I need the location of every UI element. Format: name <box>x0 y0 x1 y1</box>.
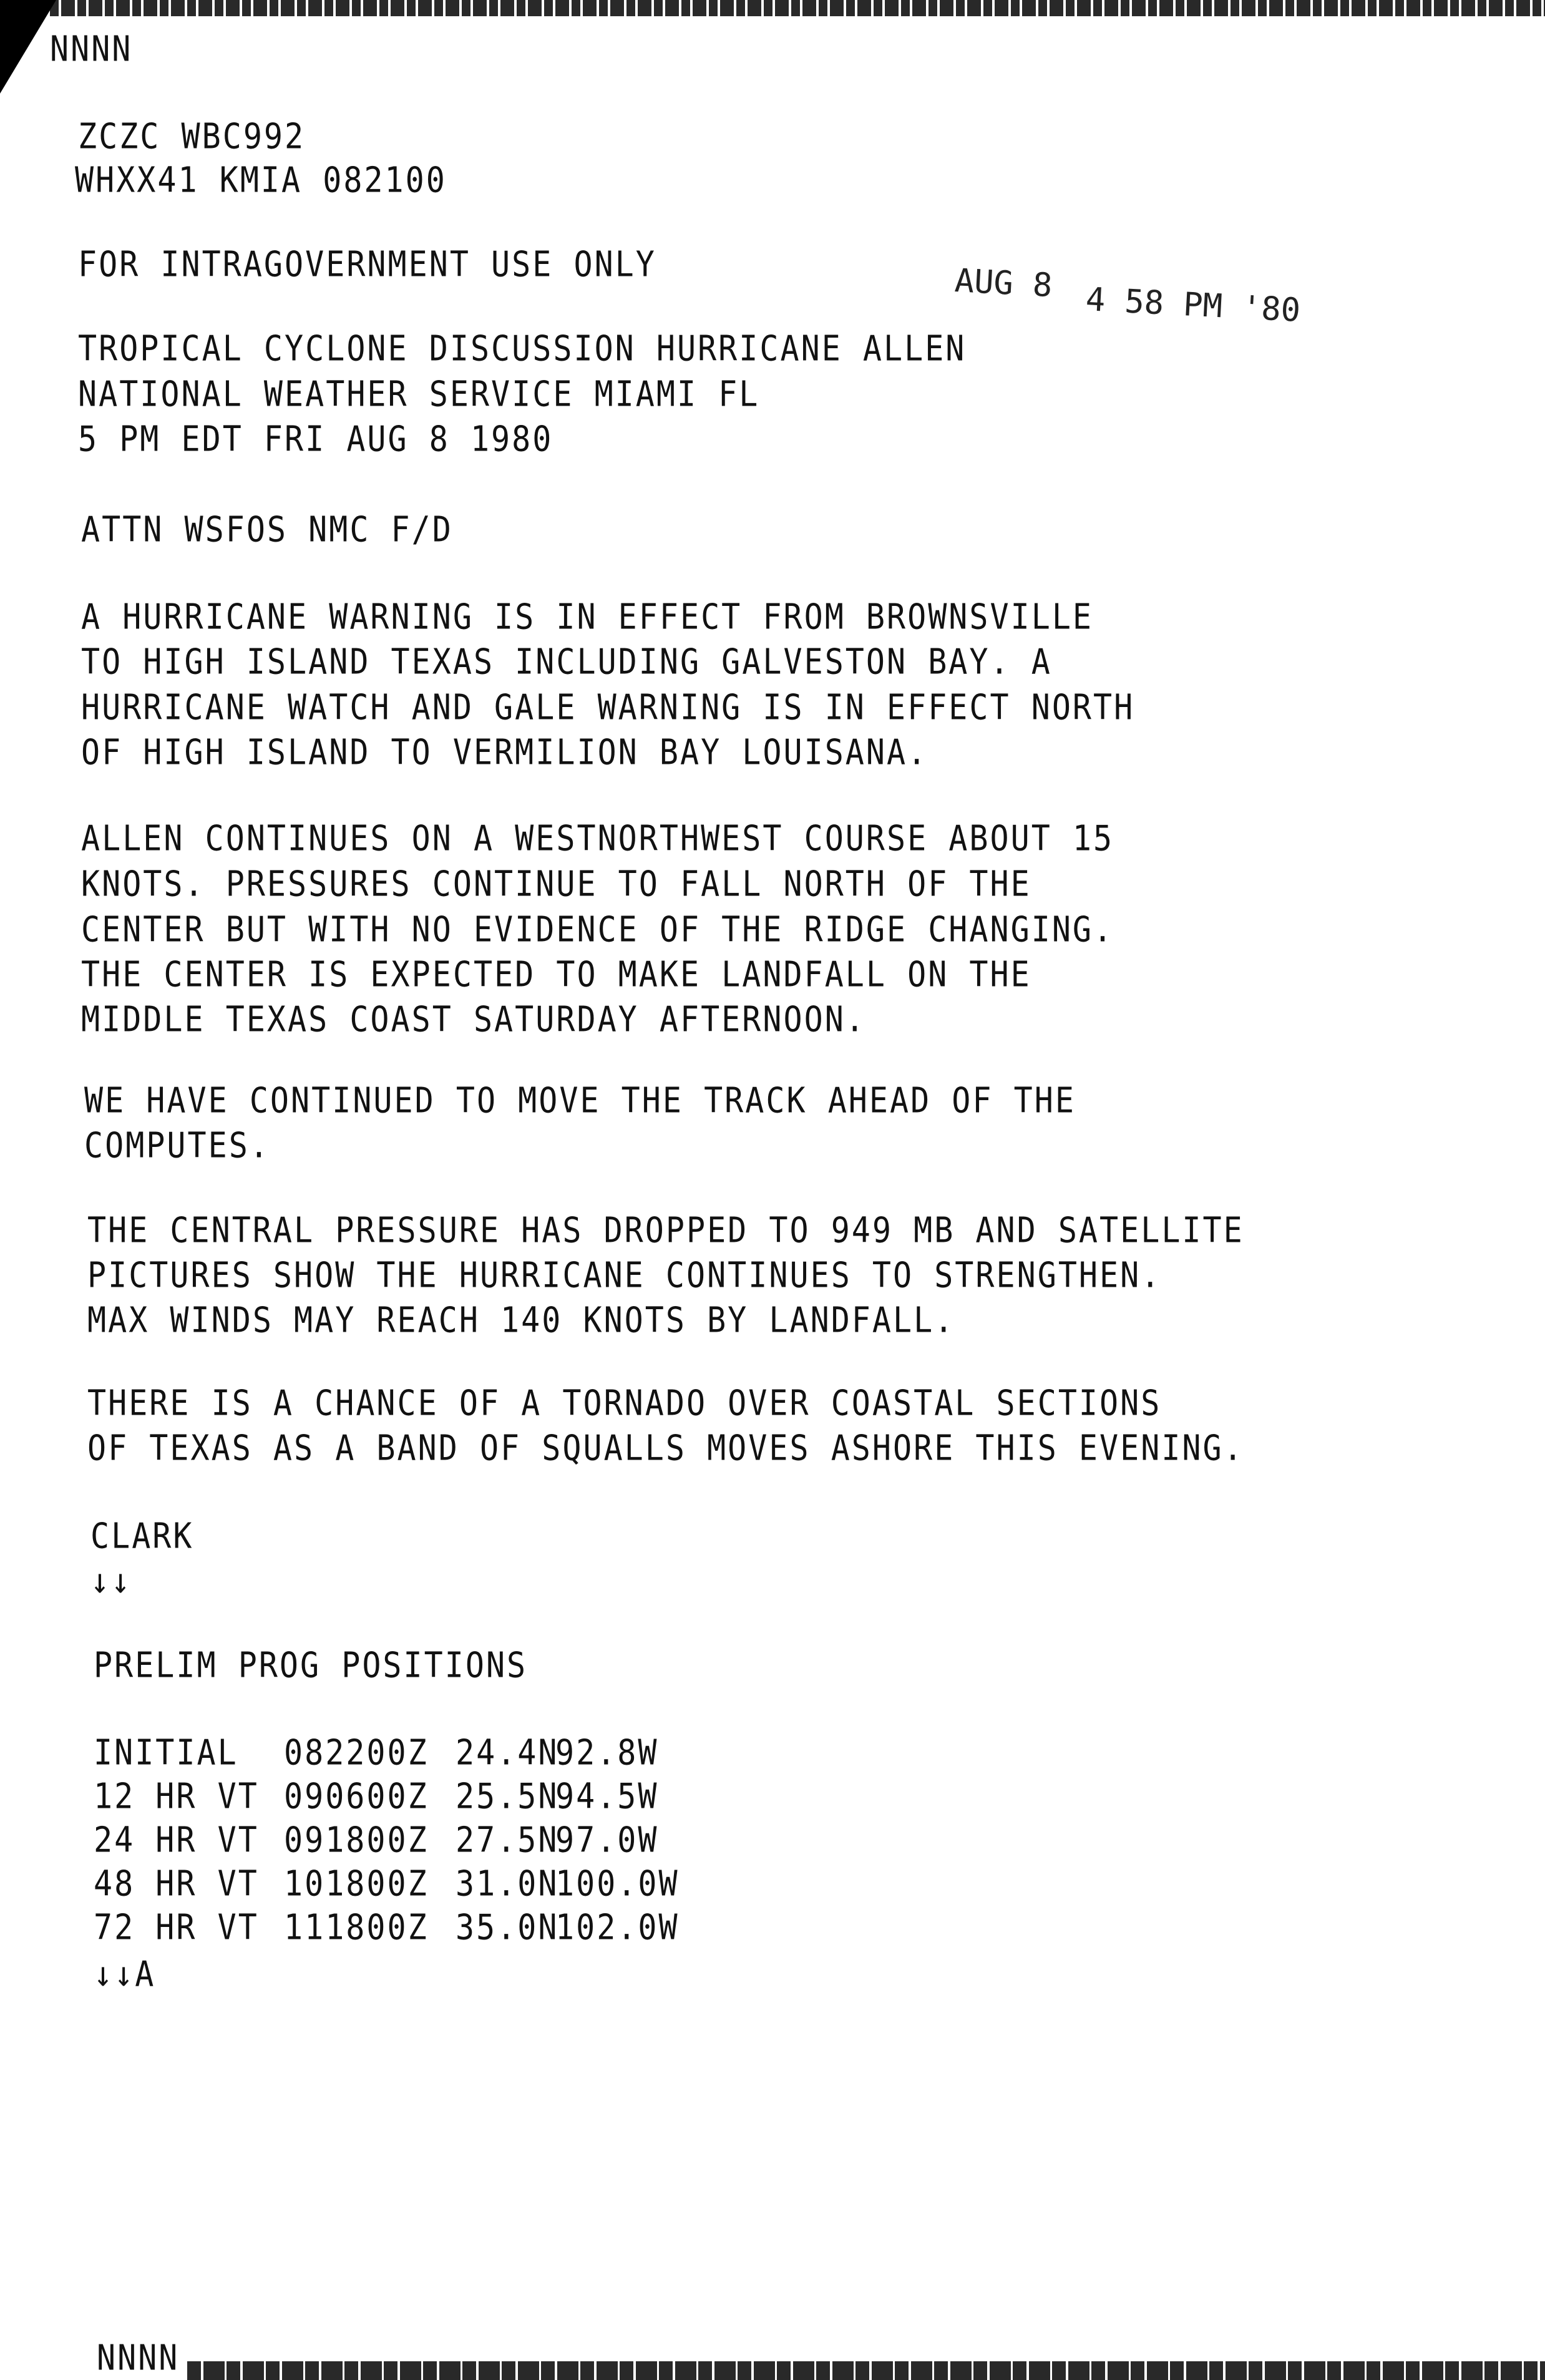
prog-label: 48 HR VT <box>94 1863 259 1904</box>
prog-lat: 27.5N <box>456 1820 559 1861</box>
course-line: KNOTS. PRESSURES CONTINUE TO FALL NORTH OF THE <box>81 864 1031 905</box>
pressure-line: PICTURES SHOW THE HURRICANE CONTINUES TO STRENGTHEN. <box>87 1255 1162 1296</box>
prog-lon: 102.0W <box>555 1907 680 1948</box>
prog-lon: 94.5W <box>555 1776 659 1817</box>
warning-line: TO HIGH ISLAND TEXAS INCLUDING GALVESTON BAY. A <box>81 641 1052 683</box>
stamp-time: 4 58 PM '80 <box>1084 281 1302 329</box>
teletype-bottom-edge <box>187 2361 1545 2380</box>
prog-time: 091800Z <box>284 1820 429 1861</box>
signature: CLARK <box>90 1516 194 1557</box>
prog-lat: 24.4N <box>456 1732 559 1773</box>
course-line: CENTER BUT WITH NO EVIDENCE OF THE RIDGE CHANGING. <box>81 909 1114 950</box>
track-line: COMPUTES. <box>84 1125 270 1166</box>
end-arrows: ↓↓ <box>90 1561 132 1602</box>
course-line: THE CENTER IS EXPECTED TO MAKE LANDFALL ON THE <box>81 954 1031 995</box>
course-line: ALLEN CONTINUES ON A WESTNORTHWEST COURSE ABOUT 15 <box>81 818 1114 859</box>
title-line-1: TROPICAL CYCLONE DISCUSSION HURRICANE ALLEN <box>78 328 967 369</box>
prog-lon: 92.8W <box>555 1732 659 1773</box>
track-line: WE HAVE CONTINUED TO MOVE THE TRACK AHEAD OF THE <box>84 1080 1076 1121</box>
course-line: MIDDLE TEXAS COAST SATURDAY AFTERNOON. <box>81 999 866 1040</box>
end-marker: NNNN <box>97 2338 180 2379</box>
prog-time: 090600Z <box>284 1776 429 1817</box>
prog-time: 082200Z <box>284 1732 429 1773</box>
start-marker: NNNN <box>50 29 133 70</box>
tornado-line: THERE IS A CHANCE OF A TORNADO OVER COASTAL SECTIONS <box>87 1383 1162 1424</box>
restriction-line: FOR INTRAGOVERNMENT USE ONLY <box>78 244 656 285</box>
attn-line: ATTN WSFOS NMC F/D <box>81 509 453 550</box>
prog-label: 72 HR VT <box>94 1907 259 1948</box>
end-arrows: ↓↓A <box>94 1954 156 1995</box>
tornado-line: OF TEXAS AS A BAND OF SQUALLS MOVES ASHORE THIS EVENING. <box>87 1428 1244 1469</box>
torn-corner <box>0 0 56 94</box>
prog-lat: 25.5N <box>456 1776 559 1817</box>
prog-lat: 35.0N <box>456 1907 559 1948</box>
prog-heading: PRELIM PROG POSITIONS <box>94 1645 528 1686</box>
routing-line-1: ZCZC WBC992 <box>78 116 306 157</box>
pressure-line: THE CENTRAL PRESSURE HAS DROPPED TO 949 MB AND SATELLITE <box>87 1210 1244 1251</box>
prog-lon: 100.0W <box>555 1863 680 1904</box>
prog-time: 111800Z <box>284 1907 429 1948</box>
prog-time: 101800Z <box>284 1863 429 1904</box>
prog-label: 24 HR VT <box>94 1820 259 1861</box>
prog-lon: 97.0W <box>555 1820 659 1861</box>
prog-lat: 31.0N <box>456 1863 559 1904</box>
title-line-2: NATIONAL WEATHER SERVICE MIAMI FL <box>78 374 760 415</box>
warning-line: HURRICANE WATCH AND GALE WARNING IS IN EFFECT NORTH <box>81 687 1135 728</box>
warning-line: OF HIGH ISLAND TO VERMILION BAY LOUISANA. <box>81 732 928 773</box>
warning-line: A HURRICANE WARNING IS IN EFFECT FROM BROWNSVILLE <box>81 597 1094 638</box>
prog-label: 12 HR VT <box>94 1776 259 1817</box>
title-line-3: 5 PM EDT FRI AUG 8 1980 <box>78 419 553 460</box>
teletype-top-edge <box>50 0 1545 16</box>
pressure-line: MAX WINDS MAY REACH 140 KNOTS BY LANDFALL. <box>87 1300 955 1341</box>
routing-line-2: WHXX41 KMIA 082100 <box>75 160 447 201</box>
prog-label: INITIAL <box>94 1732 238 1773</box>
stamp-date: AUG 8 <box>953 262 1053 305</box>
